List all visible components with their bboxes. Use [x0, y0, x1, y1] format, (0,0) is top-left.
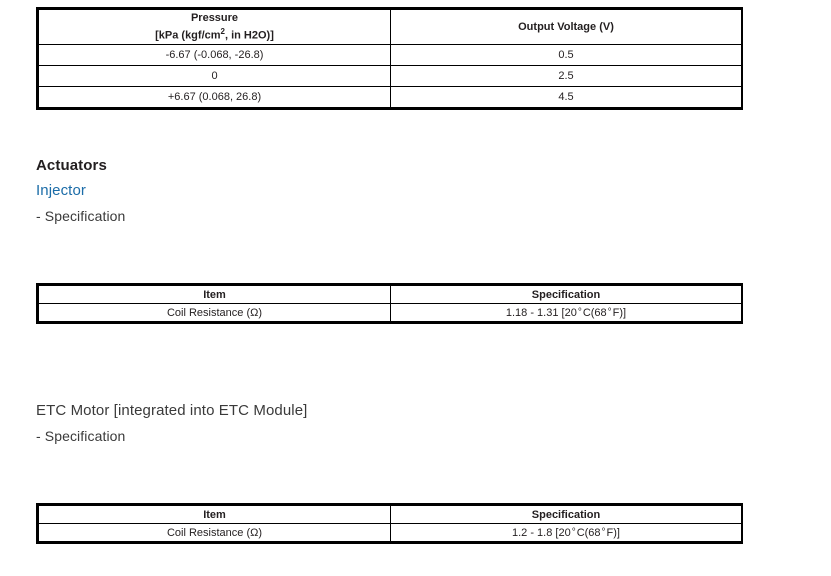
item-header: Item: [39, 286, 391, 304]
injector-spec-table: [36, 283, 743, 324]
specification-value: [391, 524, 742, 542]
item-header: Item: [39, 506, 391, 524]
table-row: [39, 87, 742, 108]
spec-pre: 1.2 - 1.8 [20: [511, 526, 571, 539]
pressure-header-line2: [39, 25, 390, 43]
etc-motor-title: ETC Motor [integrated into ETC Module]: [36, 402, 308, 419]
pressure-value: 0: [39, 66, 391, 87]
voltage-value: 0.5: [391, 45, 742, 66]
pressure-value: -6.67 (-0.068, -26.8): [39, 45, 391, 66]
pressure-header-superscript: 2: [220, 27, 225, 37]
pressure-header-line1: Pressure: [190, 12, 239, 25]
table-header-row: [39, 286, 742, 304]
spec-mid: C(68: [582, 306, 607, 319]
spec-mid: C(68: [576, 526, 601, 539]
actuators-heading: Actuators: [36, 157, 107, 174]
table-header-row: [39, 10, 742, 45]
etc-motor-specification-label: - Specification: [36, 428, 126, 444]
output-voltage-header: Output Voltage (V): [391, 10, 742, 45]
spec-post: F)]: [606, 526, 620, 539]
pressure-voltage-table: [36, 7, 743, 110]
spec-pre: 1.18 - 1.31 [20: [505, 306, 577, 319]
pressure-value: +6.67 (0.068, 26.8): [39, 87, 391, 108]
degree-icon: °: [607, 306, 612, 318]
item-value: Coil Resistance (Ω): [39, 524, 391, 542]
injector-link[interactable]: Injector: [36, 182, 86, 199]
table-row: [39, 304, 742, 322]
specification-value: [391, 304, 742, 322]
specification-header: Specification: [391, 286, 742, 304]
table-row: [39, 66, 742, 87]
voltage-value: 2.5: [391, 66, 742, 87]
pressure-header-line2-post: , in H2O)]: [224, 29, 274, 42]
spec-post: F)]: [612, 306, 627, 319]
table-row: [39, 524, 742, 542]
degree-icon: °: [571, 526, 576, 538]
pressure-header-line2-pre: [kPa (kgf/cm: [155, 29, 221, 42]
etc-motor-spec-table: [36, 503, 743, 544]
pressure-header: [39, 10, 391, 45]
voltage-value: 4.5: [391, 87, 742, 108]
table-header-row: [39, 506, 742, 524]
injector-specification-label: - Specification: [36, 208, 126, 224]
specification-header: Specification: [391, 506, 742, 524]
degree-icon: °: [601, 526, 606, 538]
table-row: [39, 45, 742, 66]
item-value: Coil Resistance (Ω): [39, 304, 391, 322]
degree-icon: °: [577, 306, 582, 318]
